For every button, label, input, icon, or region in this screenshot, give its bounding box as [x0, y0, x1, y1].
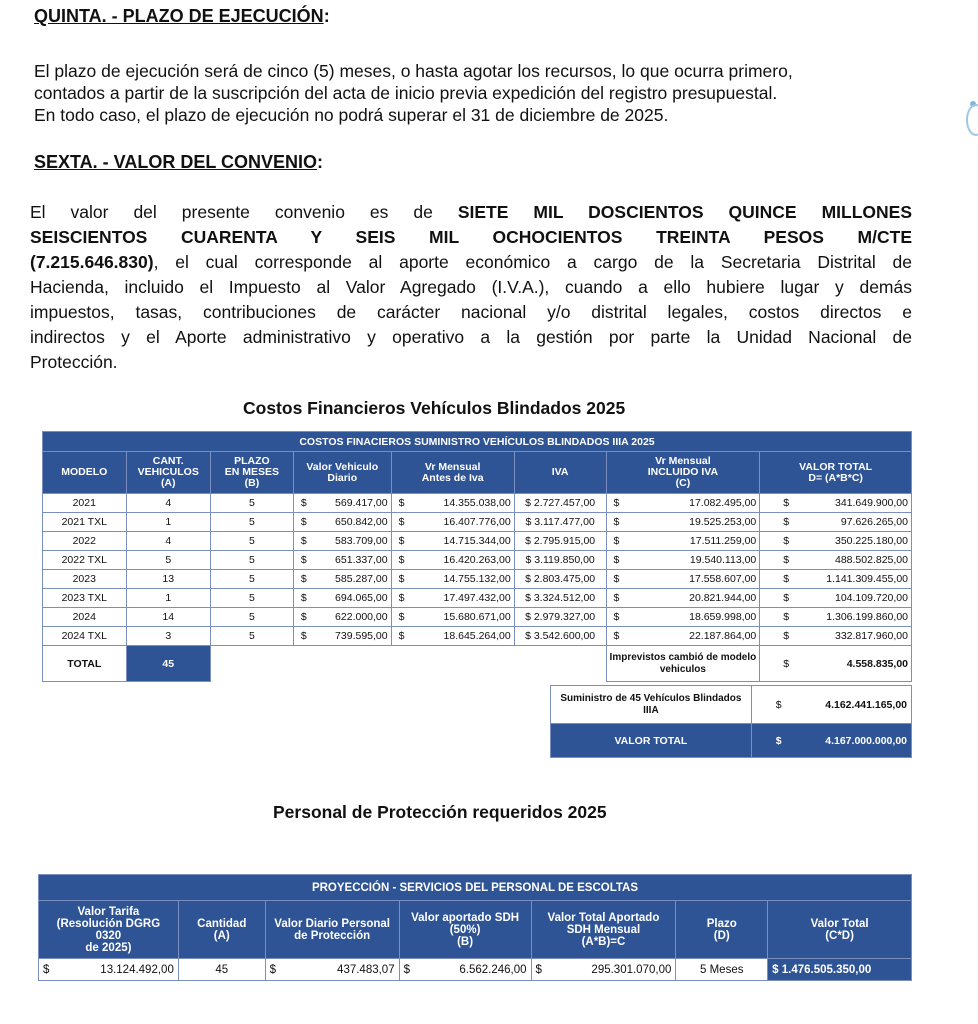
cell-valor-total: $ 97.626.265,00 — [760, 513, 912, 532]
cell-vr-mensual: $ 16.407.776,00 — [391, 513, 514, 532]
cell-vr-mensual-iva: $ 20.821.944,00 — [606, 589, 760, 608]
table-title: PROYECCIÓN - SERVICIOS DEL PERSONAL DE ESCOLTAS — [39, 875, 912, 901]
cell-valor-total: $ 341.649.900,00 — [760, 494, 912, 513]
table-row — [43, 589, 912, 608]
quinta-line: En todo caso, el plazo de ejecución no podrá superar el 31 de diciembre de 2025. — [34, 105, 669, 125]
cell-cant: 13 — [126, 570, 210, 589]
table-row — [43, 494, 912, 513]
cell-plazo: 5 — [210, 608, 293, 627]
col-header-modelo: MODELO — [43, 452, 127, 494]
margin-bracket-mark — [966, 104, 978, 136]
cell-valor-diario: $ 650.842,00 — [293, 513, 391, 532]
cell-plazo: 5 — [210, 570, 293, 589]
cell-iva: $ 3.324.512,00 — [514, 589, 606, 608]
table-row — [43, 551, 912, 570]
cell-valor-diario: $ 585.287,00 — [293, 570, 391, 589]
cell-modelo: 2023 — [43, 570, 127, 589]
suministro-value: $ 4.162.441.165,00 — [751, 686, 911, 724]
imprevistos-label: Imprevistos cambió de modelo vehiculos — [606, 646, 760, 682]
cell-vr-mensual: $ 14.355.038,00 — [391, 494, 514, 513]
cell-vr-mensual-iva: $ 17.511.259,00 — [606, 532, 760, 551]
cell-total-aportado: $ 295.301.070,00 — [531, 959, 676, 981]
col-header-plazo: Plazo (D) — [676, 901, 768, 959]
quinta-line: contados a partir de la suscripción del acta de inicio previa expedición del registro presupuestal. — [34, 83, 778, 103]
suministro-label: Suministro de 45 Vehículos Blindados IIIA — [551, 686, 752, 724]
cell-modelo: 2024 TXL — [43, 627, 127, 646]
col-header-valor-diario: Valor Vehiculo Diario — [293, 452, 391, 494]
cell-iva: $ 2.803.475,00 — [514, 570, 606, 589]
escort-services-table — [38, 874, 912, 981]
col-header-cant: CANT. VEHICULOS (A) — [126, 452, 210, 494]
cell-cant: 5 — [126, 551, 210, 570]
cell-valor-diario: $ 569.417,00 — [293, 494, 391, 513]
cell-cant: 4 — [126, 532, 210, 551]
col-header-sdh: Valor aportado SDH (50%) (B) — [399, 901, 531, 959]
col-header-cantidad: Cantidad (A) — [178, 901, 265, 959]
cell-iva: $ 3.542.600,00 — [514, 627, 606, 646]
valor-total-label: VALOR TOTAL — [551, 724, 752, 758]
cell-vr-mensual-iva: $ 18.659.998,00 — [606, 608, 760, 627]
cell-valor-total: $ 332.817.960,00 — [760, 627, 912, 646]
cell-plazo: 5 — [210, 589, 293, 608]
cell-vr-mensual: $ 16.420.263,00 — [391, 551, 514, 570]
cell-plazo: 5 — [210, 513, 293, 532]
cell-plazo: 5 — [210, 532, 293, 551]
cell-iva: $ 2.727.457,00 — [514, 494, 606, 513]
cell-valor-total: $ 1.306.199.860,00 — [760, 608, 912, 627]
cell-vr-mensual-iva: $ 19.540.113,00 — [606, 551, 760, 570]
cell-valor-total: $ 350.225.180,00 — [760, 532, 912, 551]
cell-plazo: 5 — [210, 551, 293, 570]
cell-iva: $ 2.795.915,00 — [514, 532, 606, 551]
cell-cant: 14 — [126, 608, 210, 627]
section-heading-quinta: QUINTA. - PLAZO DE EJECUCIÓN: — [34, 6, 330, 26]
sexta-paragraph: El valor del presente convenio es de SIETE MIL DOSCIENTOS QUINCE MILLONES SEISCIENTOS CUARENTA Y SEIS MIL OCHOCIENTOS TREINTA PESOS M/CTE (7.215.646.830), el cual corresponde al aporte económico a cargo de la Secretaria Distrital de Hacienda, incluido el Impuesto al Valor Agregado (I.V.A.), cuando a ello hubiere lugar y demás impuestos, tasas, contribuciones de carácter nacional y/o distrital legales, costos directos e indirectos y el Aporte administrativo y operativo a la gestión por parte la Unidad Nacional de Protección. — [30, 202, 913, 372]
total-label: TOTAL — [43, 646, 127, 682]
cell-modelo: 2024 — [43, 608, 127, 627]
cell-valor-diario: $ 437.483,07 — [265, 959, 399, 981]
cell-valor-diario: $ 583.709,00 — [293, 532, 391, 551]
cell-plazo: 5 Meses — [676, 959, 768, 981]
cell-tarifa: $ 13.124.492,00 — [39, 959, 179, 981]
cell-vr-mensual-iva: $ 19.525.253,00 — [606, 513, 760, 532]
vehicle-summary-table — [550, 685, 912, 758]
table-title: COSTOS FINACIEROS SUMINISTRO VEHÍCULOS BLINDADOS IIIA 2025 — [43, 432, 912, 452]
col-header-total-aportado: Valor Total Aportado SDH Mensual (A*B)=C — [531, 901, 676, 959]
cell-valor-total: $ 1.476.505.350,00 — [768, 959, 912, 981]
cell-iva: $ 3.119.850,00 — [514, 551, 606, 570]
col-header-vr-mensual-iva: Vr Mensual INCLUIDO IVA (C) — [606, 452, 760, 494]
table-row — [43, 627, 912, 646]
cell-modelo: 2022 TXL — [43, 551, 127, 570]
cell-valor-total: $ 1.141.309.455,00 — [760, 570, 912, 589]
cell-iva: $ 2.979.327,00 — [514, 608, 606, 627]
col-header-vr-mensual: Vr Mensual Antes de Iva — [391, 452, 514, 494]
table-row — [43, 513, 912, 532]
section-heading-sexta: SEXTA. - VALOR DEL CONVENIO: — [34, 152, 324, 172]
cell-valor-diario: $ 622.000,00 — [293, 608, 391, 627]
table-row — [43, 532, 912, 551]
cell-vr-mensual: $ 14.715.344,00 — [391, 532, 514, 551]
valor-total-value: $ 4.167.000.000,00 — [751, 724, 911, 758]
cell-cantidad: 45 — [178, 959, 265, 981]
cell-cant: 1 — [126, 589, 210, 608]
cell-vr-mensual: $ 18.645.264,00 — [391, 627, 514, 646]
col-header-iva: IVA — [514, 452, 606, 494]
cell-valor-diario: $ 739.595,00 — [293, 627, 391, 646]
cell-cant: 3 — [126, 627, 210, 646]
table-row — [39, 959, 912, 981]
cell-vr-mensual-iva: $ 17.558.607,00 — [606, 570, 760, 589]
cell-vr-mensual: $ 15.680.671,00 — [391, 608, 514, 627]
cell-modelo: 2023 TXL — [43, 589, 127, 608]
col-header-tarifa: Valor Tarifa (Resolución DGRG 0320 de 2025) — [39, 901, 179, 959]
imprevistos-value: $ 4.558.835,00 — [760, 646, 912, 682]
cell-plazo: 5 — [210, 627, 293, 646]
cell-valor-total: $ 104.109.720,00 — [760, 589, 912, 608]
vehicle-cost-table — [42, 431, 912, 682]
cell-vr-mensual: $ 17.497.432,00 — [391, 589, 514, 608]
table-row — [43, 570, 912, 589]
total-cant: 45 — [126, 646, 210, 682]
caption-vehiculos: Costos Financieros Vehículos Blindados 2025 — [243, 398, 626, 418]
cell-cant: 1 — [126, 513, 210, 532]
col-header-valor-total: VALOR TOTAL D= (A*B*C) — [760, 452, 912, 494]
cell-modelo: 2022 — [43, 532, 127, 551]
cell-valor-diario: $ 694.065,00 — [293, 589, 391, 608]
col-header-valor-total: Valor Total (C*D) — [768, 901, 912, 959]
cell-iva: $ 3.117.477,00 — [514, 513, 606, 532]
cell-sdh: $ 6.562.246,00 — [399, 959, 531, 981]
cell-plazo: 5 — [210, 494, 293, 513]
table-row — [43, 608, 912, 627]
quinta-line: El plazo de ejecución será de cinco (5) meses, o hasta agotar los recursos, lo que ocurra primero, — [34, 61, 793, 81]
col-header-valor-diario: Valor Diario Personal de Protección — [265, 901, 399, 959]
cell-vr-mensual-iva: $ 22.187.864,00 — [606, 627, 760, 646]
cell-vr-mensual: $ 14.755.132,00 — [391, 570, 514, 589]
cell-modelo: 2021 TXL — [43, 513, 127, 532]
cell-valor-diario: $ 651.337,00 — [293, 551, 391, 570]
caption-personal: Personal de Protección requeridos 2025 — [273, 802, 607, 822]
quinta-paragraph — [34, 60, 793, 126]
cell-cant: 4 — [126, 494, 210, 513]
cell-valor-total: $ 488.502.825,00 — [760, 551, 912, 570]
cell-vr-mensual-iva: $ 17.082.495,00 — [606, 494, 760, 513]
col-header-plazo: PLAZO EN MESES (B) — [210, 452, 293, 494]
cell-modelo: 2021 — [43, 494, 127, 513]
